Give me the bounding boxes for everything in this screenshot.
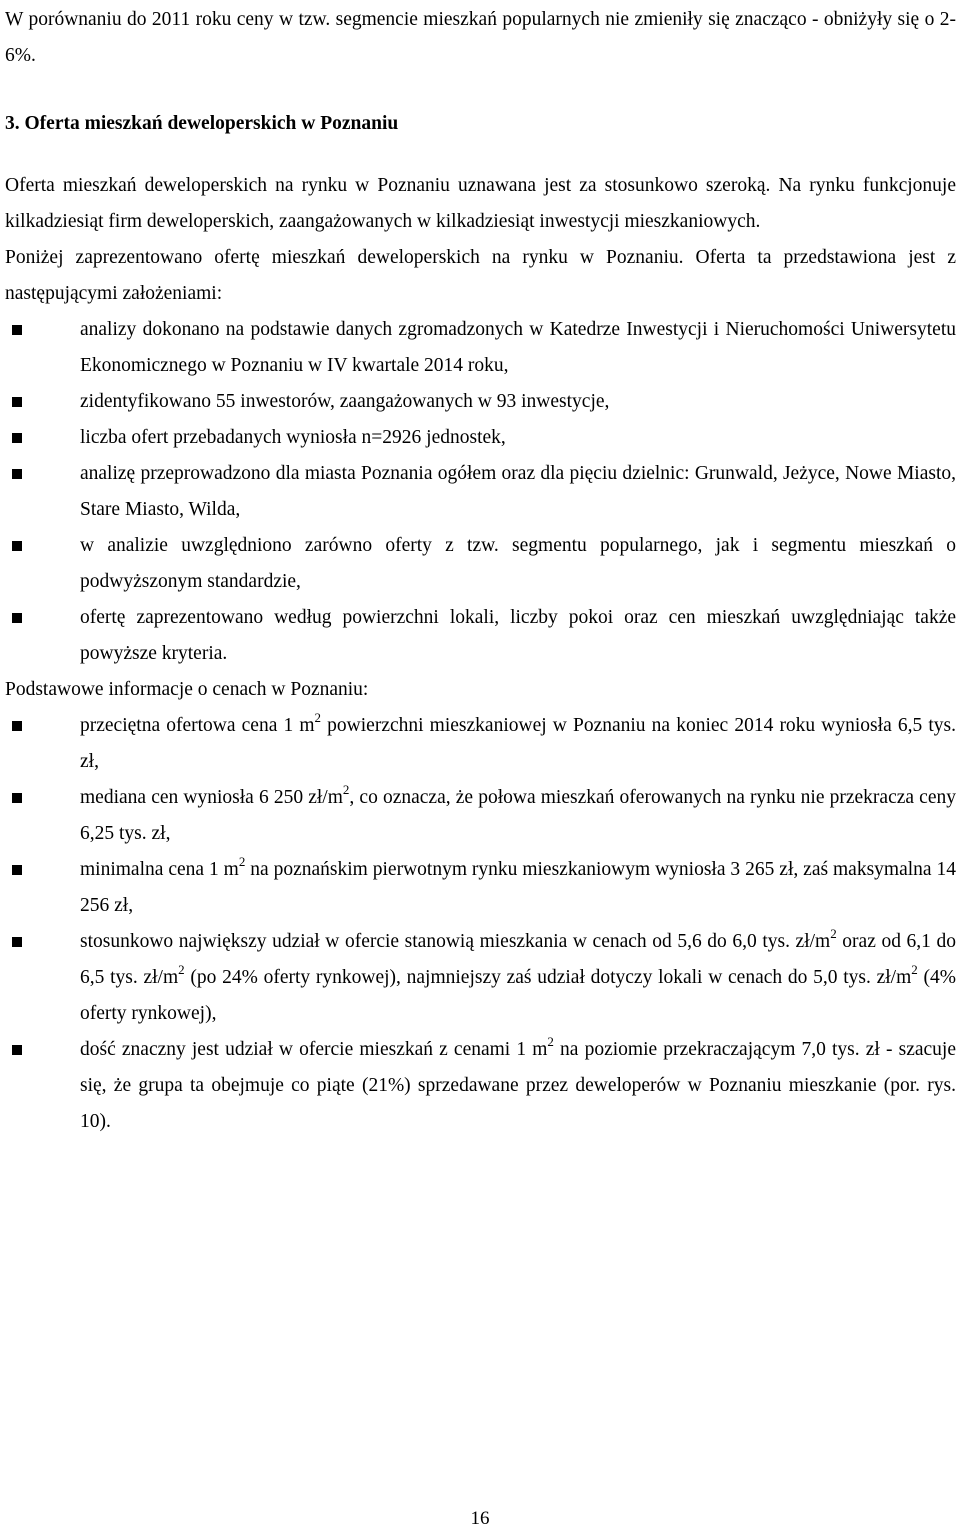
list-item: mediana cen wyniosła 6 250 $zł/m^2$, co oznacza, że połowa mieszkań oferowanych na rynku nie przekracza ceny 6,25 tys. zł,: [5, 780, 956, 852]
list-item: w analizie uwzględniono zarówno oferty z tzw. segmentu popularnego, jak i segmentu mieszkań o podwyższonym standardzie,: [5, 528, 956, 600]
square-bullet-icon: [12, 541, 22, 551]
square-bullet-icon: [12, 1045, 22, 1055]
list-item: ofertę zaprezentowano według powierzchni lokali, liczby pokoi oraz cen mieszkań uwzględniając także powyższe kryteria.: [5, 600, 956, 672]
list-item: analizę przeprowadzono dla miasta Poznania ogółem oraz dla pięciu dzielnic: Grunwald, Jeżyce, Nowe Miasto, Stare Miasto, Wilda,: [5, 456, 956, 528]
document-page: [5, 0, 956, 1140]
list-item: stosunkowo największy udział w ofercie stanowią mieszkania w cenach od 5,6 do 6,0 tys. $zł/m^2$ oraz od 6,1 do 6,5 tys. $zł/m^2$ (po 24% oferty rynkowej), najmniejszy zaś udział dotyczy lokali w cenach do 5,0 tys. $zł/m^2$ (4% oferty rynkowej),: [5, 924, 956, 1032]
square-bullet-icon: [12, 721, 22, 731]
square-bullet-icon: [12, 937, 22, 947]
section-heading: 3. Oferta mieszkań deweloperskich w Poznaniu: [5, 113, 399, 134]
list-item: dość znaczny jest udział w ofercie mieszkań z cenami 1 $m^2$ na poziomie przekraczającym 7,0 tys. zł - szacuje się, że grupa ta obejmuje co piąte (21%) sprzedawane przez deweloperów w Poznaniu mieszkanie (por. rys. 10).: [5, 1032, 956, 1140]
spacer: [5, 142, 956, 168]
page-number: 16: [470, 1508, 490, 1529]
prices-list: [5, 708, 956, 1140]
square-bullet-icon: [12, 325, 22, 335]
paragraph-offer-scope: Oferta mieszkań deweloperskich na rynku w Poznaniu uznawana jest za stosunkowo szeroką. Na rynku funkcjonuje kilkadziesiąt firm deweloperskich, zaangażowanych w kilkadziesiąt inwestycji mieszkaniowych.: [5, 175, 956, 232]
assumptions-list: [5, 312, 956, 672]
list-item: zidentyfikowano 55 inwestorów, zaangażowanych w 93 inwestycje,: [5, 384, 956, 420]
square-bullet-icon: [12, 793, 22, 803]
list-item: analizy dokonano na podstawie danych zgromadzonych w Katedrze Inwestycji i Nieruchomości Uniwersytetu Ekonomicznego w Poznaniu w IV kwartale 2014 roku,: [5, 312, 956, 384]
square-bullet-icon: [12, 433, 22, 443]
intro-paragraph: W porównaniu do 2011 roku ceny w tzw. segmencie mieszkań popularnych nie zmieniły się znacząco - obniżyły się o 2-6%.: [5, 9, 956, 66]
list-item: liczba ofert przebadanych wyniosła n=2926 jednostek,: [5, 420, 956, 456]
square-bullet-icon: [12, 469, 22, 479]
paragraph-offer-intro: Poniżej zaprezentowano ofertę mieszkań deweloperskich na rynku w Poznaniu. Oferta ta przedstawiona jest z następującymi założeniami:: [5, 247, 956, 304]
square-bullet-icon: [12, 397, 22, 407]
square-bullet-icon: [12, 613, 22, 623]
square-bullet-icon: [12, 865, 22, 875]
paragraph-prices-intro: Podstawowe informacje o cenach w Poznaniu:: [5, 679, 369, 700]
list-item: minimalna cena 1 $m^2$ na poznańskim pierwotnym rynku mieszkaniowym wyniosła 3 265 zł, zaś maksymalna 14 256 zł,: [5, 852, 956, 924]
list-item: przeciętna ofertowa cena 1 $m^2$ powierzchni mieszkaniowej w Poznaniu na koniec 2014 roku wyniosła 6,5 tys. zł,: [5, 708, 956, 780]
